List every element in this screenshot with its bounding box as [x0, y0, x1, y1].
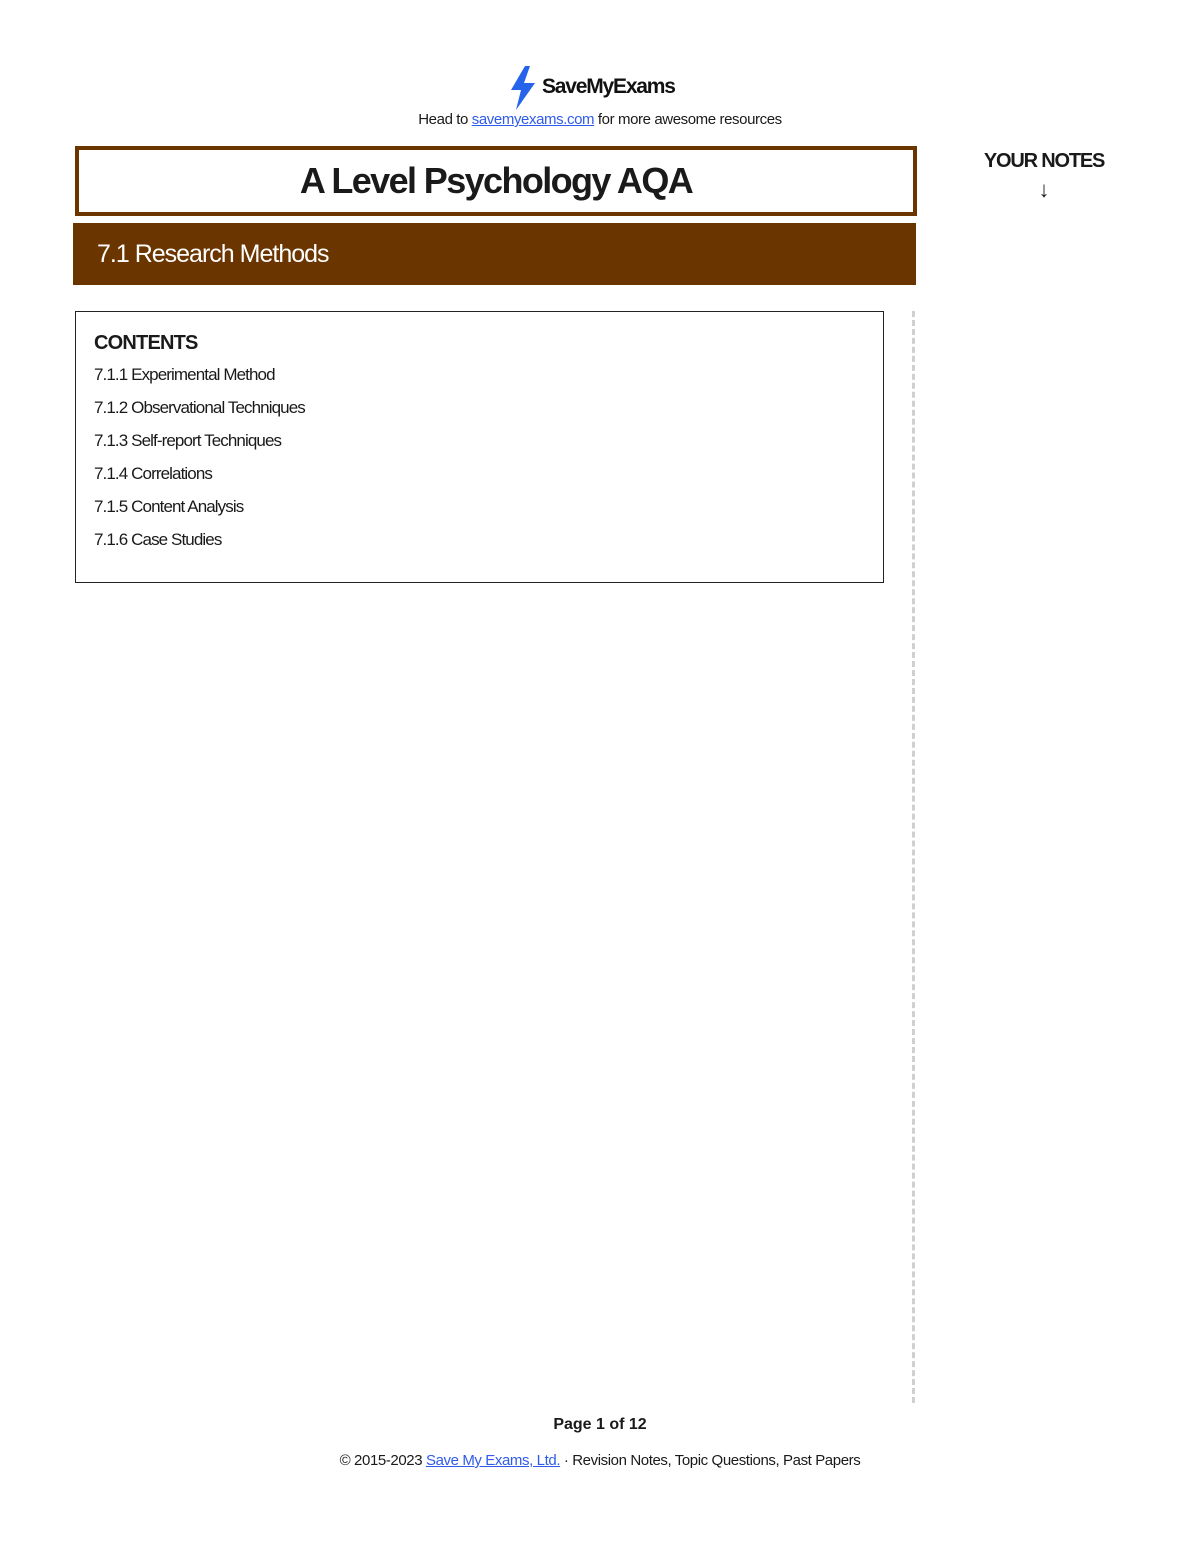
contents-list: [94, 364, 865, 562]
page-number: Page 1 of 12: [553, 1416, 647, 1433]
notes-divider: [912, 311, 915, 1403]
contents-item-observational-techniques[interactable]: 7.1.2 Observational Techniques: [94, 398, 305, 417]
footer: [0, 1452, 1200, 1469]
footer-link[interactable]: Save My Exams, Ltd.: [425, 1452, 561, 1469]
section-heading: 7.1 Research Methods: [73, 223, 916, 285]
contents-box: [75, 311, 884, 583]
lightning-bolt-icon: [508, 66, 538, 110]
document-title: A Level Psychology AQA: [75, 146, 917, 216]
contents-heading: CONTENTS: [94, 332, 198, 354]
footer-suffix: · Revision Notes, Topic Questions, Past Papers: [560, 1452, 861, 1469]
arrow-down-icon: ↓: [1038, 177, 1050, 202]
contents-item-content-analysis[interactable]: 7.1.5 Content Analysis: [94, 497, 244, 516]
contents-item-correlations[interactable]: 7.1.4 Correlations: [94, 464, 212, 483]
header-tagline: [0, 111, 1200, 128]
your-notes-panel: [964, 150, 1124, 201]
brand-name: SaveMyExams: [542, 74, 675, 98]
contents-item-experimental-method[interactable]: 7.1.1 Experimental Method: [94, 365, 275, 384]
contents-item-case-studies[interactable]: 7.1.6 Case Studies: [94, 530, 222, 549]
brand-logo[interactable]: [508, 66, 675, 110]
contents-item-self-report-techniques[interactable]: 7.1.3 Self-report Techniques: [94, 431, 282, 450]
tagline-suffix: for more awesome resources: [594, 111, 782, 128]
savemyexams-link[interactable]: savemyexams.com: [471, 111, 595, 128]
footer-copyright: © 2015-2023: [339, 1452, 426, 1469]
tagline-prefix: Head to: [418, 111, 472, 128]
your-notes-label: YOUR NOTES: [983, 150, 1105, 172]
